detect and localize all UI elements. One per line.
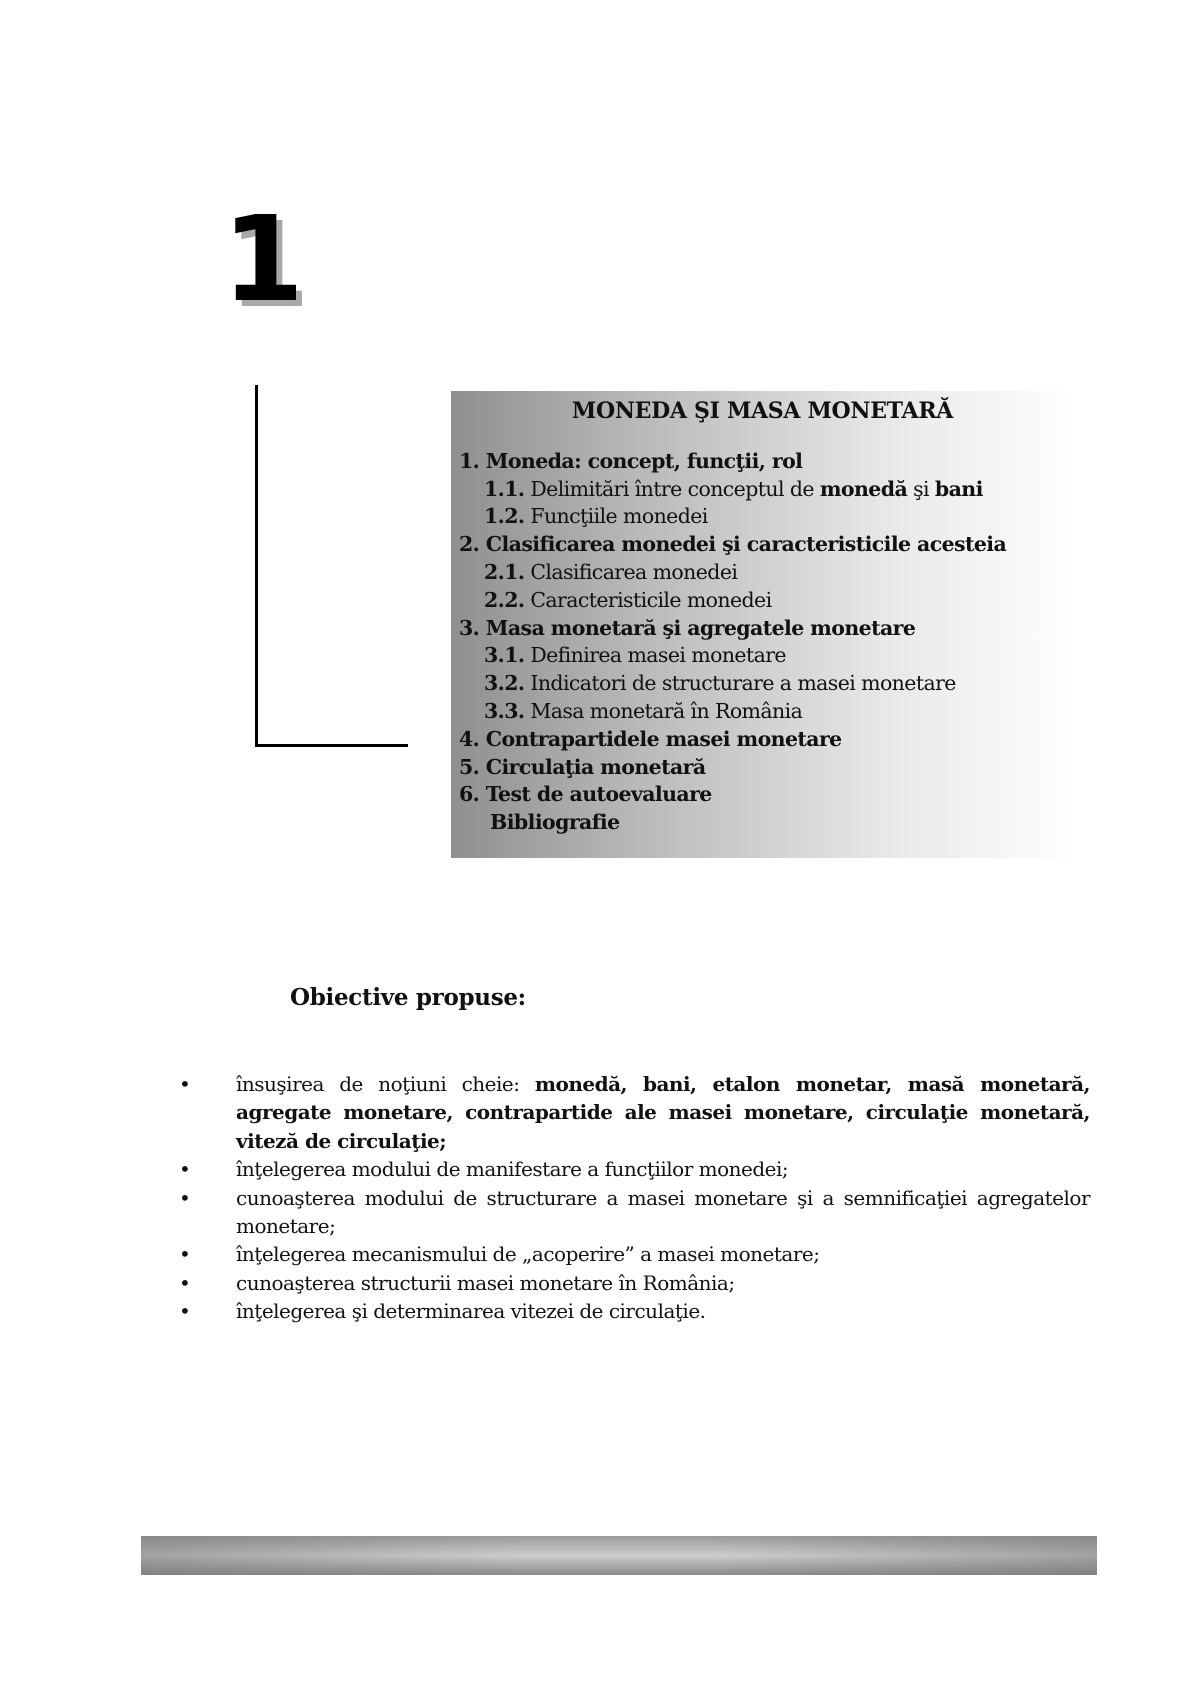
toc-term-bani: bani [934,476,983,501]
toc-subsection [459,559,1066,587]
toc-subsection [459,670,1066,698]
toc-subsection [459,698,1066,726]
objective-text: cunoaşterea structurii masei monetare în România; [236,1270,735,1295]
toc-subsection [459,503,1066,531]
bracket-horizontal-line [255,744,408,747]
toc-subsection-text: Funcţiile monedei [524,504,708,529]
toc-subsection-text: Indicatori de structurare a masei monetare [524,671,956,696]
toc-subsection-text: Definirea masei monetare [524,643,786,668]
toc-term-moneda: monedă [819,476,908,501]
toc-subsection-number: 3.2. [484,671,525,696]
objective-text: cunoaşterea modului de structurare a masei monetare şi a semnificaţiei agregatelor monetare; [236,1185,1090,1239]
objectives-heading: Obiective propuse: [290,984,526,1011]
toc-subsection-conjunction: şi [907,476,935,501]
toc-section: 4. Contrapartidele masei monetare [459,726,842,751]
toc-section: 2. Clasificarea monedei şi caracteristicile acesteia [459,532,1007,557]
toc-section: 6. Test de autoevaluare [459,782,712,807]
toc-subsection-text: Masa monetară în România [524,698,803,723]
objective-text: însuşirea de noţiuni cheie: [236,1072,535,1096]
toc-subsection-text: Clasificarea monedei [524,559,738,584]
toc-section: 3. Masa monetară şi agregatele monetare [459,615,916,640]
toc-subsection-number: 3.3. [484,698,525,723]
objective-key-terms: monedă, bani, etalon monetar, masă monetară, agregate monetare, contrapartide ale masei monetare, circulaţie monetară, viteză de circulaţie; [236,1072,1090,1153]
objective-item [175,1184,1090,1241]
toc-title: MONEDA ŞI MASA MONETARĂ [571,398,954,424]
objective-item [175,1070,1090,1155]
bracket-vertical-line [255,385,258,747]
bullet-icon: • [179,1185,191,1210]
table-of-contents [451,391,1076,858]
toc-subsection [459,642,1066,670]
toc-bibliography: Bibliografie [490,810,620,835]
objective-text: înţelegerea şi determinarea vitezei de circulaţie. [236,1299,706,1324]
toc-subsection-number: 1.1. [484,476,525,501]
bullet-icon: • [179,1242,191,1267]
toc-section: 5. Circulaţia monetară [459,754,706,779]
objective-item [175,1269,1090,1297]
toc-subsection-number: 1.2. [484,504,525,529]
objective-text: înţelegerea modului de manifestare a funcţiilor monedei; [236,1157,789,1182]
toc-subsection-text: Delimitări între conceptul de [524,476,820,501]
bullet-icon: • [179,1270,191,1295]
toc-subsection-number: 3.1. [484,643,525,668]
footer-bar [141,1536,1097,1575]
toc-subsection [459,476,1066,504]
toc-subsection [459,587,1066,615]
bullet-icon: • [179,1072,191,1096]
objective-item [175,1155,1090,1183]
objective-text: înţelegerea mecanismului de „acoperire” a masei monetare; [236,1242,820,1267]
chapter-number: 1 [222,190,305,328]
toc-subsection-number: 2.2. [484,587,525,612]
toc-section: 1. Moneda: concept, funcţii, rol [459,448,803,473]
bullet-icon: • [179,1157,191,1182]
objectives-list [175,1070,1090,1326]
toc-subsection-number: 2.1. [484,559,525,584]
objective-item [175,1240,1090,1268]
bullet-icon: • [179,1299,191,1324]
toc-subsection-text: Caracteristicile monedei [524,587,772,612]
objective-item [175,1297,1090,1325]
